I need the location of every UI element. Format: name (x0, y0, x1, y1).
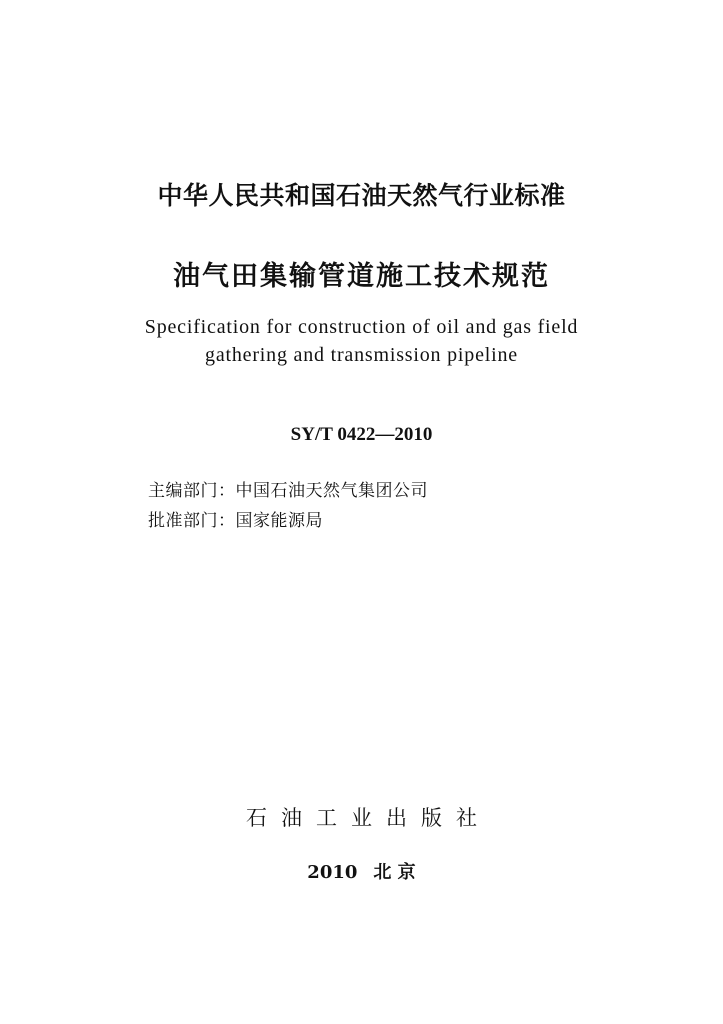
publication-year: 2010 (307, 862, 358, 883)
document-title-english-line-1: Specification for construction of oil and gas field (144, 316, 579, 338)
standard-number: SY/T 0422—2010 (290, 424, 433, 445)
publication-city: 北 京 (373, 862, 416, 883)
publisher-name: 石油工业出版社 (246, 806, 491, 830)
chief-editor-department: 主编部门：中国石油天然气集团公司 (148, 481, 428, 501)
approval-department: 批准部门：国家能源局 (148, 511, 323, 531)
document-title-english-line-2: gathering and transmission pipeline (205, 344, 518, 366)
document-title-chinese: 油气田集输管道施工技术规范 (173, 261, 550, 292)
publication-imprint (0, 858, 723, 884)
standard-category-heading: 中华人民共和国石油天然气行业标准 (157, 181, 566, 210)
